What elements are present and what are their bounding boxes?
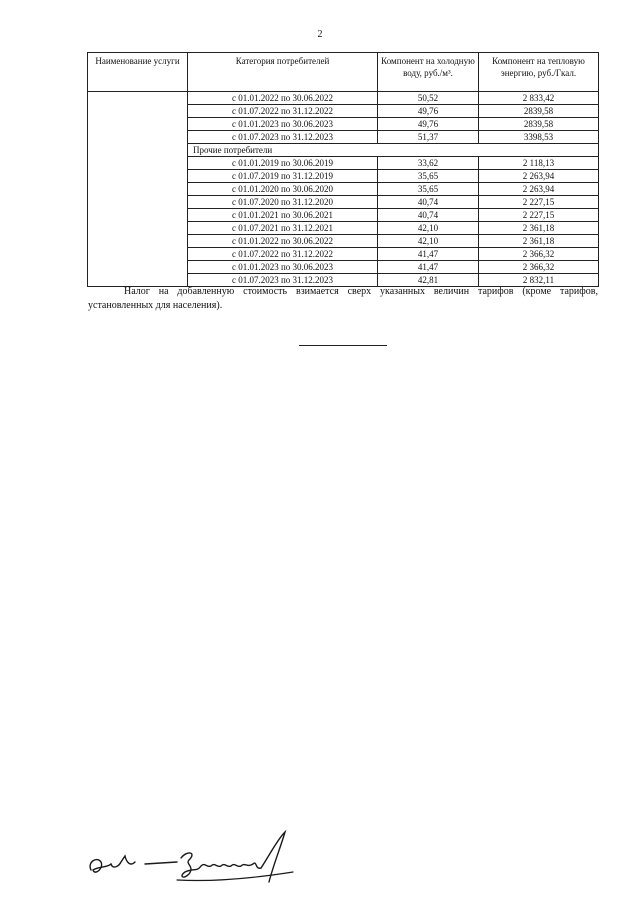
- period-cell: с 01.07.2019 по 31.12.2019: [188, 170, 378, 183]
- heat-cell: 2839,58: [479, 105, 599, 118]
- heat-cell: 2 832,11: [479, 274, 599, 287]
- period-cell: с 01.07.2023 по 31.12.2023: [188, 274, 378, 287]
- heat-cell: 2839,58: [479, 118, 599, 131]
- cold-water-cell: 49,76: [378, 118, 479, 131]
- period-cell: с 01.07.2022 по 31.12.2022: [188, 248, 378, 261]
- period-cell: с 01.01.2023 по 30.06.2023: [188, 261, 378, 274]
- vat-note: Налог на добавленную стоимость взимается сверх указанных величин тарифов (кроме тарифов, установленных для населения).: [88, 286, 598, 311]
- cold-water-cell: 50,52: [378, 92, 479, 105]
- page-number: 2: [317, 29, 323, 40]
- header-category: Категория потребителей: [188, 53, 378, 92]
- cold-water-cell: 40,74: [378, 209, 479, 222]
- period-cell: с 01.01.2022 по 30.06.2022: [188, 92, 378, 105]
- table-row: [88, 92, 599, 105]
- cold-water-cell: 42,81: [378, 274, 479, 287]
- period-cell: с 01.01.2022 по 30.06.2022: [188, 235, 378, 248]
- cold-water-cell: 42,10: [378, 222, 479, 235]
- period-cell: с 01.07.2020 по 31.12.2020: [188, 196, 378, 209]
- cold-water-cell: 49,76: [378, 105, 479, 118]
- cold-water-cell: 42,10: [378, 235, 479, 248]
- heat-cell: 3398,53: [479, 131, 599, 144]
- period-cell: с 01.01.2021 по 30.06.2021: [188, 209, 378, 222]
- period-cell: с 01.01.2023 по 30.06.2023: [188, 118, 378, 131]
- period-cell: с 01.07.2021 по 31.12.2021: [188, 222, 378, 235]
- handwritten-signature: [85, 826, 315, 896]
- cold-water-cell: 51,37: [378, 131, 479, 144]
- divider-line: [299, 345, 387, 346]
- cold-water-cell: 35,65: [378, 183, 479, 196]
- header-cold-water: Компонент на холодную воду, руб./м³.: [378, 53, 479, 92]
- period-cell: с 01.01.2019 по 30.06.2019: [188, 157, 378, 170]
- heat-cell: 2 263,94: [479, 170, 599, 183]
- header-service: Наименование услуги: [88, 53, 188, 92]
- heat-cell: 2 366,32: [479, 261, 599, 274]
- heat-cell: 2 361,18: [479, 222, 599, 235]
- cold-water-cell: 35,65: [378, 170, 479, 183]
- tariff-table: [87, 52, 599, 287]
- period-cell: с 01.07.2023 по 31.12.2023: [188, 131, 378, 144]
- table-header-row: [88, 53, 599, 92]
- group-label: Прочие потребители: [188, 144, 599, 157]
- period-cell: с 01.01.2020 по 30.06.2020: [188, 183, 378, 196]
- cold-water-cell: 41,47: [378, 248, 479, 261]
- heat-cell: 2 361,18: [479, 235, 599, 248]
- heat-cell: 2 263,94: [479, 183, 599, 196]
- cold-water-cell: 40,74: [378, 196, 479, 209]
- service-cell: [88, 92, 188, 287]
- heat-cell: 2 227,15: [479, 196, 599, 209]
- heat-cell: 2 227,15: [479, 209, 599, 222]
- period-cell: с 01.07.2022 по 31.12.2022: [188, 105, 378, 118]
- heat-cell: 2 366,32: [479, 248, 599, 261]
- cold-water-cell: 41,47: [378, 261, 479, 274]
- cold-water-cell: 33,62: [378, 157, 479, 170]
- header-heat: Компонент на тепловую энергию, руб./Гкал.: [479, 53, 599, 92]
- heat-cell: 2 833,42: [479, 92, 599, 105]
- heat-cell: 2 118,13: [479, 157, 599, 170]
